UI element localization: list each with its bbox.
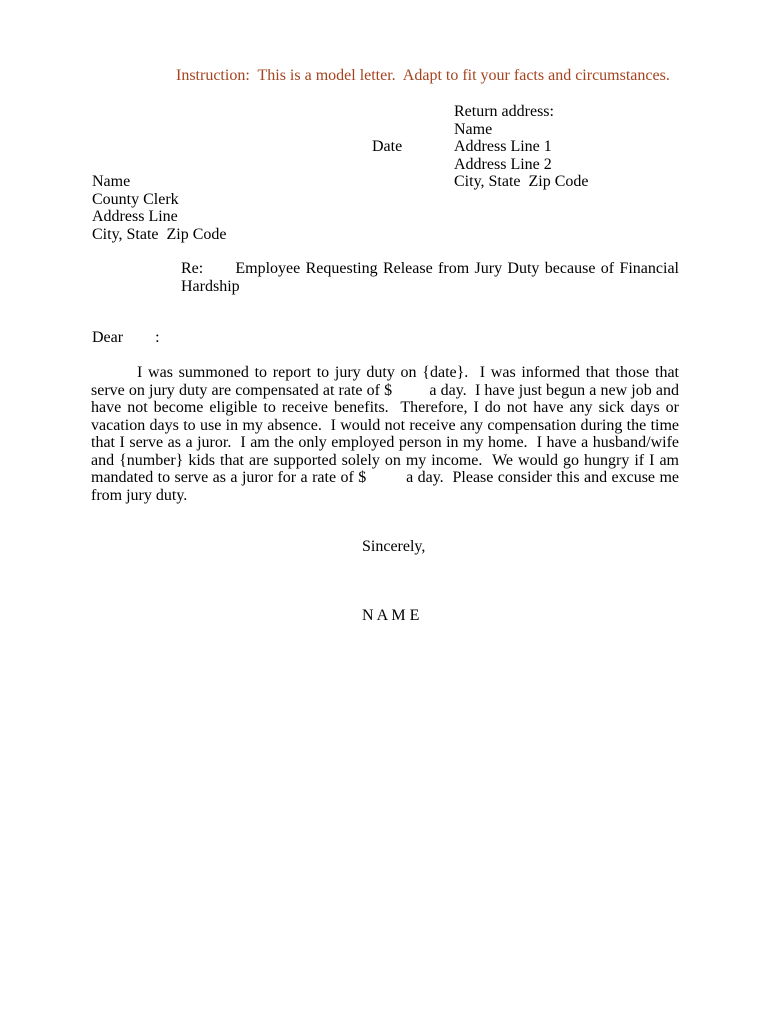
recipient-address-block [92, 173, 227, 243]
return-address-line: City, State Zip Code [454, 173, 589, 190]
letter-body: I was summoned to report to jury duty on {date}. I was informed that those that serve on jury duty are compensated at rate of $ a day. I have just begun a new job and have not become eligible to receive benefits. Therefore, I do not have any sick days or vacation days to use in my absence. I would not receive any compensation during the time that I serve as a juror. I am the only employed person in my home. I have a husband/wife and {number} kids that are supported solely on my income. We would go hungry if I am mandated to serve as a juror for a rate of $ a day. Please consider this and excuse me from jury duty. [91, 364, 679, 504]
instruction-note: Instruction: This is a model letter. Adapt to fit your facts and circumstances. [176, 67, 670, 84]
signature-name: N A M E [362, 607, 420, 624]
return-address-label: Return address: [454, 103, 554, 120]
recipient-address-line: County Clerk [92, 190, 179, 208]
return-address-block [454, 103, 589, 191]
return-address-line: Address Line 1 [454, 138, 552, 155]
recipient-address-line: City, State Zip Code [92, 225, 227, 243]
closing: Sincerely, [362, 538, 426, 555]
subject-line: Re: Employee Requesting Release from Jury Duty because of Financial Hardship [181, 260, 679, 295]
date-label: Date [372, 138, 403, 155]
return-address-line: Name [454, 120, 493, 138]
salutation: Dear : [92, 329, 160, 346]
recipient-address-line: Address Line [92, 208, 178, 225]
recipient-address-line: Name [92, 173, 131, 190]
return-address-line: Address Line 2 [454, 155, 552, 173]
